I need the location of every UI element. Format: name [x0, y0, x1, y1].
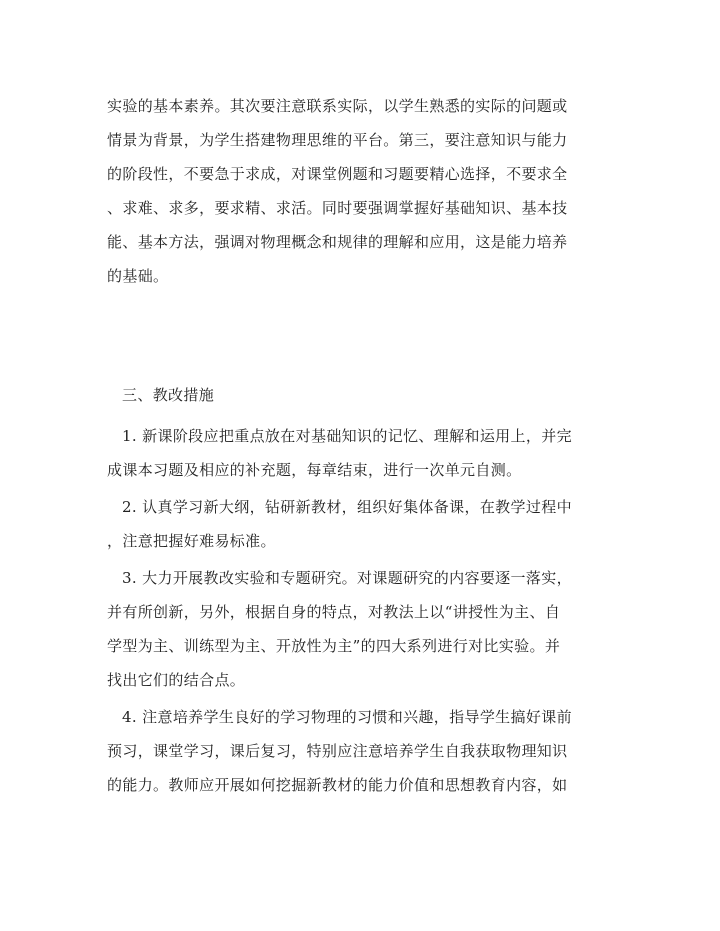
paragraph-line: 的基础。: [107, 267, 169, 285]
paragraph-line: 的能力。教师应开展如何挖掘新教材的能力价值和思想教育内容，如: [107, 776, 568, 794]
paragraph-line: 学型为主、训练型为主、开放性为主”的四大系列进行对比实验。并: [107, 637, 561, 655]
paragraph-line: 实验的基本素养。其次要注意联系实际，以学生熟悉的实际的问题或: [107, 97, 568, 115]
paragraph-line: 成课本习题及相应的补充题，每章结束，进行一次单元自测。: [107, 461, 522, 479]
paragraph-line: 找出它们的结合点。: [107, 671, 246, 689]
section-heading: 三、教改措施: [122, 386, 215, 404]
paragraph-line: 预习，课堂学习，课后复习，特别应注意培养学生自我获取物理知识: [107, 742, 568, 760]
paragraph-line: 能、基本方法，强调对物理概念和规律的理解和应用，这是能力培养: [107, 233, 568, 251]
paragraph-line: 并有所创新，另外，根据自身的特点，对教法上以“讲授性为主、自: [107, 603, 561, 621]
paragraph-line: 1. 新课阶段应把重点放在对基础知识的记忆、理解和运用上，并完: [122, 427, 572, 445]
paragraph-line: 3. 大力开展教改实验和专题研究。对课题研究的内容要逐一落实，: [122, 569, 572, 587]
paragraph-line: ，注意把握好难易标准。: [107, 532, 276, 550]
paragraph-line: 4. 注意培养学生良好的学习物理的习惯和兴趣，指导学生搞好课前: [122, 708, 572, 726]
paragraph-line: 的阶段性，不要急于求成，对课堂例题和习题要精心选择，不要求全: [107, 165, 568, 183]
paragraph-line: 2. 认真学习新大纲，钻研新教材，组织好集体备课，在教学过程中: [122, 498, 572, 516]
paragraph-line: 情景为背景，为学生搭建物理思维的平台。第三，要注意知识与能力: [107, 131, 568, 149]
paragraph-line: 、求难、求多，要求精、求活。同时要强调掌握好基础知识、基本技: [107, 199, 568, 217]
